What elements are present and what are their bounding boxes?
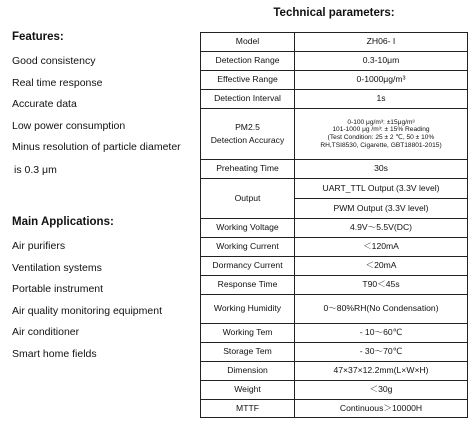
application-item: Air purifiers [12, 240, 66, 252]
param-label: Dimension [201, 362, 295, 381]
param-value: ＜30g [295, 381, 468, 400]
tech-params-table [200, 32, 468, 418]
feature-item: Real time response [12, 77, 103, 89]
feature-item: Accurate data [12, 98, 77, 110]
applications-heading: Main Applications: [12, 216, 114, 228]
param-label: Working Voltage [201, 219, 295, 238]
application-item: Air conditioner [12, 326, 80, 338]
param-value: ＜120mA [295, 238, 468, 257]
accuracy-line: RH,TSI8530, Cigarette, GBT18801-2015) [320, 141, 442, 149]
feature-item: Good consistency [12, 55, 96, 67]
application-item: Portable instrument [12, 283, 104, 295]
accuracy-line: 0-100 μg/m³: ±15μg/m³ [347, 118, 415, 126]
table-row [201, 160, 468, 179]
accuracy-label: Detection Accuracy [210, 134, 285, 145]
feature-item: Minus resolution of particle diameter [12, 141, 181, 153]
param-value: 30s [295, 160, 468, 179]
param-value: - 10～60℃ [295, 324, 468, 343]
table-row [201, 400, 468, 418]
tech-params-title: Technical parameters: [273, 7, 395, 19]
param-label: Output [201, 179, 295, 219]
table-row [201, 71, 468, 90]
application-item: Air quality monitoring equipment [12, 305, 162, 317]
param-value: Continuous＞10000H [295, 400, 468, 418]
param-value: PWM Output (3.3V level) [295, 199, 468, 219]
param-label: Working Tem [201, 324, 295, 343]
param-label: Detection Interval [201, 90, 295, 109]
table-row [201, 179, 468, 199]
application-item: Ventilation systems [12, 262, 102, 274]
pm25-label: PM2.5 [235, 121, 260, 132]
feature-item: Low power consumption [12, 120, 126, 132]
param-label: MTTF [201, 400, 295, 418]
param-value: 0.3-10μm [295, 52, 468, 71]
param-label: Model [201, 33, 295, 52]
param-label: Working Current [201, 238, 295, 257]
param-label: Working Humidity [201, 295, 295, 324]
param-value: 47×37×12.2mm(L×W×H) [295, 362, 468, 381]
param-label: Dormancy Current [201, 257, 295, 276]
table-row [201, 219, 468, 238]
param-label: Storage Tem [201, 343, 295, 362]
param-label: Preheating Time [201, 160, 295, 179]
table-row [201, 362, 468, 381]
feature-item: is 0.3 μm [14, 164, 57, 176]
param-value: UART_TTL Output (3.3V level) [295, 179, 468, 199]
param-value: 4.9V～5.5V(DC) [295, 219, 468, 238]
param-label: Effective Range [201, 71, 295, 90]
accuracy-line: 101-1000 μg /m³: ± 15% Reading [332, 126, 430, 134]
table-row [201, 238, 468, 257]
accuracy-line: (Test Condition: 25 ± 2 ℃, 50 ± 10% [327, 134, 435, 141]
param-label: Detection Range [201, 52, 295, 71]
features-heading: Features: [12, 31, 64, 43]
table-row [201, 52, 468, 71]
param-value: ＜20mA [295, 257, 468, 276]
param-value: T90＜45s [295, 276, 468, 295]
param-label [201, 109, 295, 160]
table-row [201, 381, 468, 400]
param-label: Weight [201, 381, 295, 400]
param-label: Response Time [201, 276, 295, 295]
application-item: Smart home fields [12, 348, 97, 360]
table-row [201, 295, 468, 324]
param-value [295, 109, 468, 160]
param-value: ZH06- I [295, 33, 468, 52]
table-row [201, 257, 468, 276]
table-row [201, 90, 468, 109]
param-value: 0-1000μg/m³ [295, 71, 468, 90]
table-row [201, 324, 468, 343]
table-row [201, 109, 468, 160]
param-value: 0～80%RH(No Condensation) [295, 295, 468, 324]
table-row [201, 276, 468, 295]
param-value: - 30～70℃ [295, 343, 468, 362]
table-row [201, 33, 468, 52]
param-value: 1s [295, 90, 468, 109]
table-row [201, 343, 468, 362]
